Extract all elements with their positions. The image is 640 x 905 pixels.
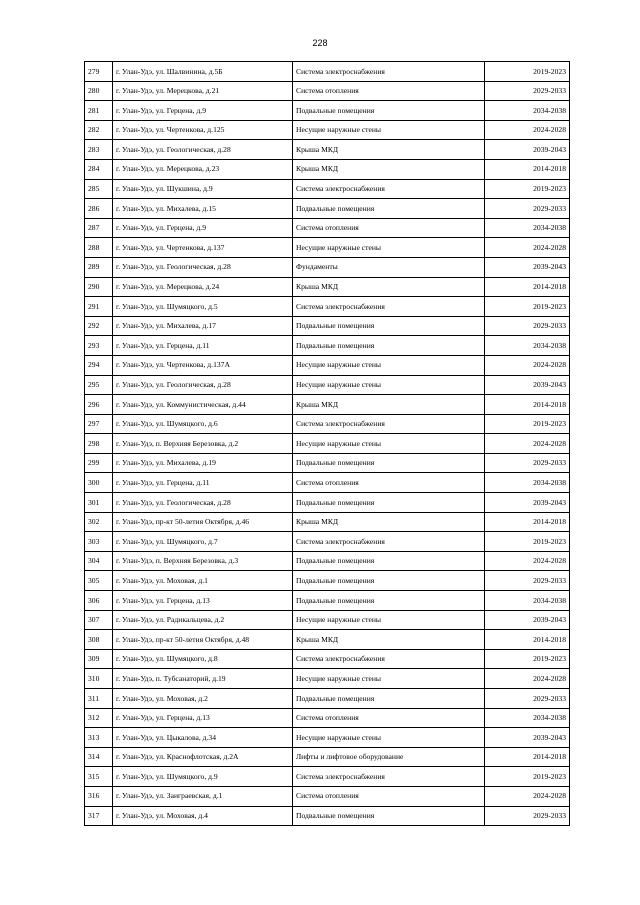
address-cell: г. Улан-Удэ, ул. Краснофлотская, д.2А [113, 747, 293, 767]
row-number-cell: 298 [85, 434, 113, 454]
address-cell: г. Улан-Удэ, ул. Чертенкова, д.137А [113, 355, 293, 375]
table-row [85, 120, 570, 140]
address-cell: г. Улан-Удэ, ул. Шалвинина, д.5Б [113, 62, 293, 82]
work-type-cell: Несущие наружные стены [293, 669, 485, 689]
table-row [85, 473, 570, 493]
table-row [85, 434, 570, 454]
table-row [85, 257, 570, 277]
work-type-cell: Подвальные помещения [293, 591, 485, 611]
period-cell: 2024-2028 [485, 434, 570, 454]
period-cell: 2014-2018 [485, 747, 570, 767]
period-cell: 2014-2018 [485, 395, 570, 415]
row-number-cell: 308 [85, 630, 113, 650]
table-row [85, 708, 570, 728]
row-number-cell: 294 [85, 355, 113, 375]
row-number-cell: 292 [85, 316, 113, 336]
row-number-cell: 297 [85, 414, 113, 434]
row-number-cell: 301 [85, 493, 113, 513]
period-cell: 2014-2018 [485, 277, 570, 297]
row-number-cell: 281 [85, 101, 113, 121]
period-cell: 2024-2028 [485, 355, 570, 375]
table-row [85, 532, 570, 552]
period-cell: 2034-2038 [485, 101, 570, 121]
table-row [85, 179, 570, 199]
row-number-cell: 290 [85, 277, 113, 297]
period-cell: 2019-2023 [485, 767, 570, 787]
row-number-cell: 299 [85, 453, 113, 473]
address-cell: г. Улан-Удэ, ул. Шумяцкого, д.6 [113, 414, 293, 434]
period-cell: 2029-2033 [485, 453, 570, 473]
address-cell: г. Улан-Удэ, ул. Геологическая, д.28 [113, 493, 293, 513]
work-type-cell: Подвальные помещения [293, 493, 485, 513]
registry-table-body [85, 62, 570, 826]
row-number-cell: 314 [85, 747, 113, 767]
period-cell: 2029-2033 [485, 571, 570, 591]
work-type-cell: Несущие наружные стены [293, 120, 485, 140]
work-type-cell: Крыша МКД [293, 140, 485, 160]
work-type-cell: Система отопления [293, 81, 485, 101]
address-cell: г. Улан-Удэ, ул. Шумяцкого, д.7 [113, 532, 293, 552]
address-cell: г. Улан-Удэ, ул. Михалева, д.19 [113, 453, 293, 473]
row-number-cell: 310 [85, 669, 113, 689]
address-cell: г. Улан-Удэ, ул. Герцена, д.13 [113, 708, 293, 728]
table-row [85, 297, 570, 317]
table-row [85, 62, 570, 82]
work-type-cell: Лифты и лифтовое оборудование [293, 747, 485, 767]
period-cell: 2019-2023 [485, 532, 570, 552]
address-cell: г. Улан-Удэ, п. Верхняя Березовка, д.3 [113, 551, 293, 571]
table-row [85, 630, 570, 650]
row-number-cell: 311 [85, 689, 113, 709]
table-row [85, 689, 570, 709]
work-type-cell: Подвальные помещения [293, 551, 485, 571]
work-type-cell: Крыша МКД [293, 512, 485, 532]
period-cell: 2014-2018 [485, 512, 570, 532]
work-type-cell: Система отопления [293, 786, 485, 806]
row-number-cell: 283 [85, 140, 113, 160]
work-type-cell: Несущие наружные стены [293, 375, 485, 395]
address-cell: г. Улан-Удэ, ул. Шукшина, д.9 [113, 179, 293, 199]
work-type-cell: Подвальные помещения [293, 571, 485, 591]
table-row [85, 395, 570, 415]
work-type-cell: Система электроснабжения [293, 532, 485, 552]
table-row [85, 728, 570, 748]
row-number-cell: 305 [85, 571, 113, 591]
work-type-cell: Несущие наружные стены [293, 355, 485, 375]
table-row [85, 551, 570, 571]
row-number-cell: 295 [85, 375, 113, 395]
period-cell: 2029-2033 [485, 199, 570, 219]
table-row [85, 101, 570, 121]
work-type-cell: Система отопления [293, 218, 485, 238]
row-number-cell: 313 [85, 728, 113, 748]
row-number-cell: 312 [85, 708, 113, 728]
work-type-cell: Система электроснабжения [293, 62, 485, 82]
address-cell: г. Улан-Удэ, ул. Герцена, д.11 [113, 473, 293, 493]
address-cell: г. Улан-Удэ, ул. Чертенкова, д.125 [113, 120, 293, 140]
period-cell: 2024-2028 [485, 120, 570, 140]
work-type-cell: Несущие наружные стены [293, 434, 485, 454]
row-number-cell: 303 [85, 532, 113, 552]
table-row [85, 512, 570, 532]
address-cell: г. Улан-Удэ, п. Тубсанаторий, д.19 [113, 669, 293, 689]
address-cell: г. Улан-Удэ, ул. Моховая, д.1 [113, 571, 293, 591]
table-row [85, 571, 570, 591]
table-row [85, 591, 570, 611]
row-number-cell: 285 [85, 179, 113, 199]
address-cell: г. Улан-Удэ, ул. Михалева, д.17 [113, 316, 293, 336]
work-type-cell: Крыша МКД [293, 159, 485, 179]
row-number-cell: 304 [85, 551, 113, 571]
table-row [85, 649, 570, 669]
period-cell: 2039-2043 [485, 728, 570, 748]
work-type-cell: Система электроснабжения [293, 767, 485, 787]
period-cell: 2039-2043 [485, 375, 570, 395]
address-cell: г. Улан-Удэ, ул. Заиграевская, д.1 [113, 786, 293, 806]
period-cell: 2014-2018 [485, 630, 570, 650]
row-number-cell: 279 [85, 62, 113, 82]
table-row [85, 493, 570, 513]
address-cell: г. Улан-Удэ, ул. Шумяцкого, д.5 [113, 297, 293, 317]
address-cell: г. Улан-Удэ, пр-кт 50-летия Октября, д.46 [113, 512, 293, 532]
address-cell: г. Улан-Удэ, ул. Мерецкова, д.21 [113, 81, 293, 101]
address-cell: г. Улан-Удэ, ул. Моховая, д.2 [113, 689, 293, 709]
address-cell: г. Улан-Удэ, ул. Геологическая, д.28 [113, 140, 293, 160]
work-type-cell: Система отопления [293, 473, 485, 493]
period-cell: 2034-2038 [485, 218, 570, 238]
table-row [85, 81, 570, 101]
table-row [85, 669, 570, 689]
period-cell: 2024-2028 [485, 669, 570, 689]
period-cell: 2039-2043 [485, 493, 570, 513]
row-number-cell: 317 [85, 806, 113, 826]
row-number-cell: 286 [85, 199, 113, 219]
table-row [85, 414, 570, 434]
period-cell: 2014-2018 [485, 159, 570, 179]
row-number-cell: 280 [85, 81, 113, 101]
period-cell: 2029-2033 [485, 806, 570, 826]
table-row [85, 336, 570, 356]
work-type-cell: Система электроснабжения [293, 649, 485, 669]
period-cell: 2019-2023 [485, 414, 570, 434]
address-cell: г. Улан-Удэ, ул. Геологическая, д.28 [113, 375, 293, 395]
address-cell: г. Улан-Удэ, ул. Шумяцкого, д.8 [113, 649, 293, 669]
work-type-cell: Система электроснабжения [293, 179, 485, 199]
work-type-cell: Крыша МКД [293, 630, 485, 650]
table-row [85, 786, 570, 806]
period-cell: 2024-2028 [485, 786, 570, 806]
row-number-cell: 309 [85, 649, 113, 669]
period-cell: 2019-2023 [485, 179, 570, 199]
row-number-cell: 316 [85, 786, 113, 806]
row-number-cell: 306 [85, 591, 113, 611]
work-type-cell: Несущие наружные стены [293, 610, 485, 630]
address-cell: г. Улан-Удэ, п. Верхняя Березовка, д.2 [113, 434, 293, 454]
table-row [85, 355, 570, 375]
row-number-cell: 296 [85, 395, 113, 415]
work-type-cell: Подвальные помещения [293, 453, 485, 473]
row-number-cell: 307 [85, 610, 113, 630]
address-cell: г. Улан-Удэ, ул. Мерецкова, д.23 [113, 159, 293, 179]
page-number: 228 [312, 38, 328, 48]
table-row [85, 159, 570, 179]
address-cell: г. Улан-Удэ, ул. Коммунистическая, д.44 [113, 395, 293, 415]
work-type-cell: Подвальные помещения [293, 806, 485, 826]
period-cell: 2019-2023 [485, 649, 570, 669]
address-cell: г. Улан-Удэ, ул. Цыкалова, д.34 [113, 728, 293, 748]
period-cell: 2029-2033 [485, 689, 570, 709]
work-type-cell: Система электроснабжения [293, 297, 485, 317]
period-cell: 2034-2038 [485, 473, 570, 493]
row-number-cell: 302 [85, 512, 113, 532]
address-cell: г. Улан-Удэ, ул. Моховая, д.4 [113, 806, 293, 826]
period-cell: 2024-2028 [485, 551, 570, 571]
address-cell: г. Улан-Удэ, ул. Шумяцкого, д.9 [113, 767, 293, 787]
table-row [85, 316, 570, 336]
address-cell: г. Улан-Удэ, пр-кт 50-летия Октября, д.48 [113, 630, 293, 650]
work-type-cell: Система отопления [293, 708, 485, 728]
address-cell: г. Улан-Удэ, ул. Герцена, д.9 [113, 101, 293, 121]
period-cell: 2024-2028 [485, 238, 570, 258]
work-type-cell: Несущие наружные стены [293, 238, 485, 258]
row-number-cell: 282 [85, 120, 113, 140]
registry-table [84, 61, 570, 826]
address-cell: г. Улан-Удэ, ул. Михалева, д.15 [113, 199, 293, 219]
period-cell: 2019-2023 [485, 297, 570, 317]
address-cell: г. Улан-Удэ, ул. Геологическая, д.28 [113, 257, 293, 277]
work-type-cell: Подвальные помещения [293, 199, 485, 219]
period-cell: 2029-2033 [485, 81, 570, 101]
table-row [85, 199, 570, 219]
period-cell: 2034-2038 [485, 591, 570, 611]
address-cell: г. Улан-Удэ, ул. Мерецкова, д.24 [113, 277, 293, 297]
table-row [85, 453, 570, 473]
period-cell: 2034-2038 [485, 336, 570, 356]
work-type-cell: Крыша МКД [293, 277, 485, 297]
address-cell: г. Улан-Удэ, ул. Герцена, д.11 [113, 336, 293, 356]
work-type-cell: Подвальные помещения [293, 316, 485, 336]
row-number-cell: 291 [85, 297, 113, 317]
work-type-cell: Подвальные помещения [293, 101, 485, 121]
row-number-cell: 287 [85, 218, 113, 238]
work-type-cell: Крыша МКД [293, 395, 485, 415]
period-cell: 2019-2023 [485, 62, 570, 82]
row-number-cell: 284 [85, 159, 113, 179]
table-row [85, 277, 570, 297]
table-row [85, 747, 570, 767]
period-cell: 2029-2033 [485, 316, 570, 336]
address-cell: г. Улан-Удэ, ул. Герцена, д.9 [113, 218, 293, 238]
period-cell: 2034-2038 [485, 708, 570, 728]
address-cell: г. Улан-Удэ, ул. Герцена, д.13 [113, 591, 293, 611]
work-type-cell: Несущие наружные стены [293, 728, 485, 748]
work-type-cell: Система электроснабжения [293, 414, 485, 434]
table-row [85, 806, 570, 826]
period-cell: 2039-2043 [485, 140, 570, 160]
work-type-cell: Подвальные помещения [293, 689, 485, 709]
period-cell: 2039-2043 [485, 610, 570, 630]
table-row [85, 610, 570, 630]
address-cell: г. Улан-Удэ, ул. Чертенкова, д.137 [113, 238, 293, 258]
period-cell: 2039-2043 [485, 257, 570, 277]
row-number-cell: 315 [85, 767, 113, 787]
table-row [85, 238, 570, 258]
work-type-cell: Подвальные помещения [293, 336, 485, 356]
table-row [85, 140, 570, 160]
table-row [85, 375, 570, 395]
table-row [85, 218, 570, 238]
row-number-cell: 289 [85, 257, 113, 277]
table-row [85, 767, 570, 787]
address-cell: г. Улан-Удэ, ул. Радикальцева, д.2 [113, 610, 293, 630]
row-number-cell: 288 [85, 238, 113, 258]
row-number-cell: 293 [85, 336, 113, 356]
work-type-cell: Фундаменты [293, 257, 485, 277]
row-number-cell: 300 [85, 473, 113, 493]
